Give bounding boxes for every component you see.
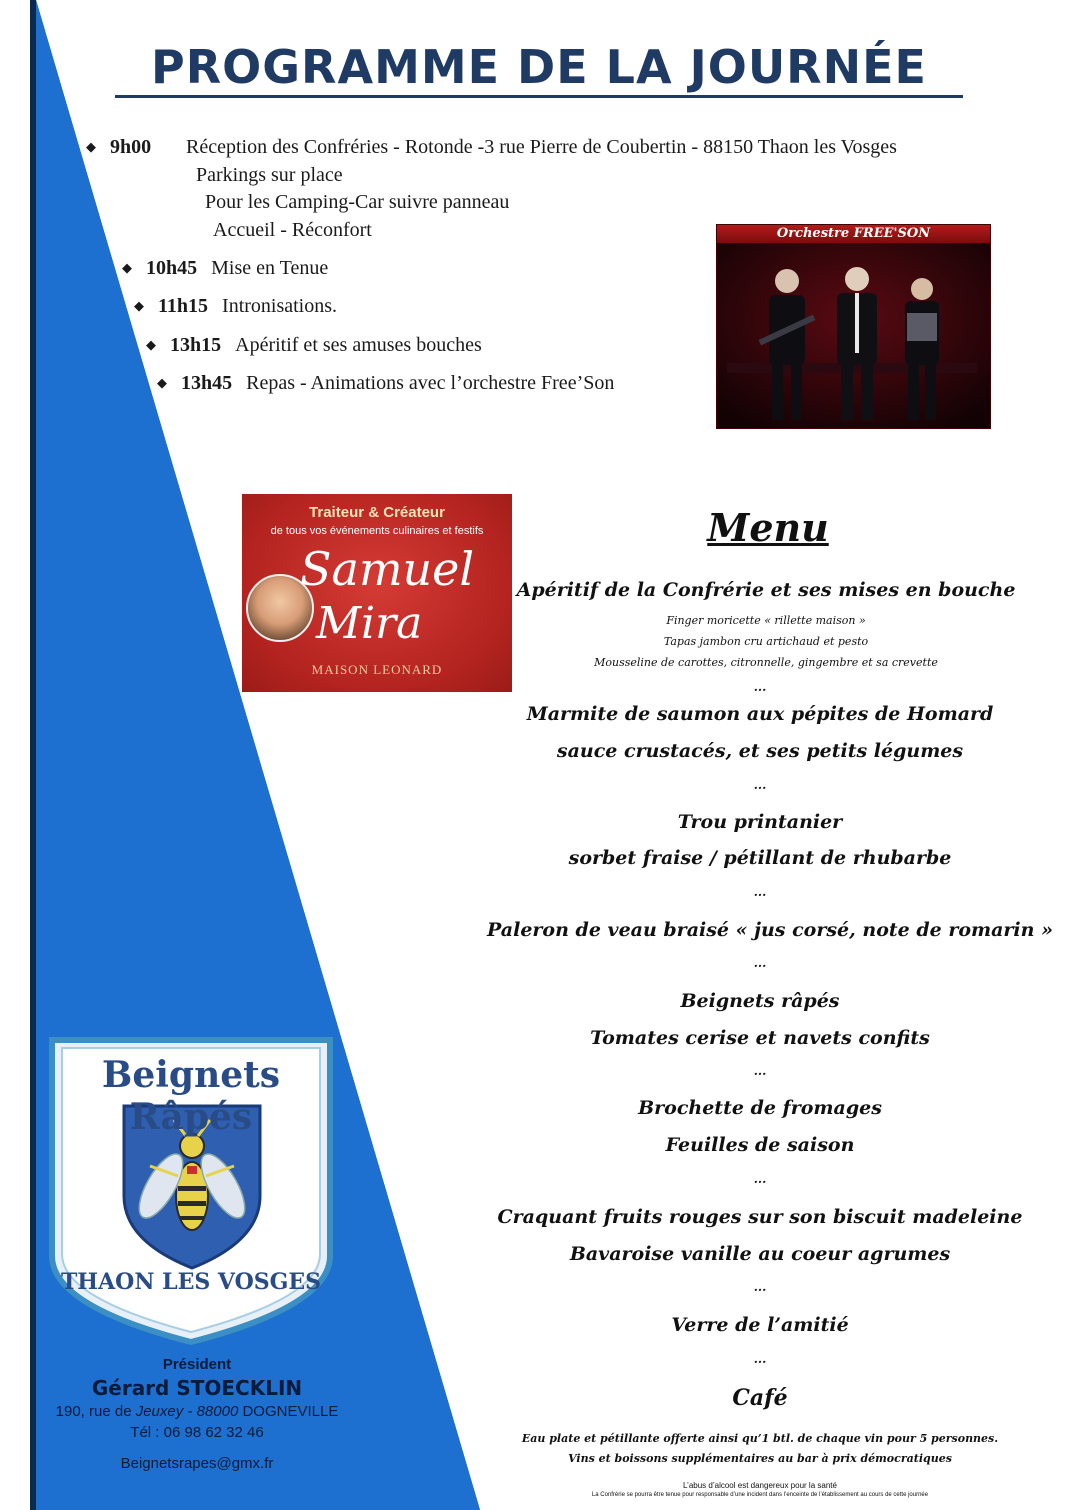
programme-time: 13h15	[170, 334, 222, 356]
programme-item	[157, 372, 614, 395]
programme-note: Parkings sur place	[196, 164, 343, 186]
programme-time: 10h45	[146, 257, 198, 279]
menu-separator: ...	[753, 778, 767, 792]
programme-time: 11h15	[158, 295, 209, 317]
band-silhouettes	[717, 243, 990, 428]
diamond-bullet-icon: ◆	[86, 139, 96, 154]
menu-course-detail: sorbet fraise / pétillant de rhubarbe	[568, 847, 952, 869]
menu-course-detail: Bavaroise vanille au coeur agrumes	[569, 1243, 951, 1265]
confrerie-crest	[46, 1036, 336, 1346]
president-phone: Tél : 06 98 62 32 46	[130, 1424, 264, 1441]
traiteur-first-name: Samuel	[300, 542, 475, 596]
menu-aperitif: Apéritif de la Confrérie et ses mises en bouche	[516, 579, 1016, 601]
president-label: Président	[162, 1356, 232, 1373]
programme-text: Repas - Animations avec l’orchestre Free’Son	[246, 372, 615, 394]
traiteur-heading: Traiteur & Créateur	[309, 504, 445, 521]
menu-course-detail: Tomates cerise et navets confits	[590, 1027, 930, 1049]
address-street: 190, rue de	[55, 1403, 136, 1420]
president-name: Gérard STOECKLIN	[91, 1376, 303, 1400]
orchestra-photo	[716, 224, 991, 429]
orchestra-photo-title: Orchestre FREE'SON	[717, 225, 990, 243]
menu-course-detail: sauce crustacés, et ses petits légumes	[556, 740, 964, 762]
menu-course: Craquant fruits rouges sur son biscuit madeleine	[497, 1206, 1023, 1228]
traiteur-ad	[242, 494, 512, 692]
traiteur-tagline: de tous vos événements culinaires et festifs	[270, 525, 484, 537]
menu-course: Café	[732, 1385, 788, 1411]
programme-note: Accueil - Réconfort	[213, 219, 372, 241]
diamond-bullet-icon: ◆	[157, 375, 167, 390]
fine-print: La Confrérie se pourra être tenue pour responsable d’une incident dans l’enceinte de l’établissement au cours de cette journée	[591, 1492, 929, 1498]
menu-course: Trou printanier	[677, 811, 843, 833]
programme-item	[146, 334, 482, 357]
menu-separator: ...	[753, 1280, 767, 1294]
programme-text: Mise en Tenue	[211, 257, 329, 279]
menu-separator: ...	[753, 1172, 767, 1186]
address-street-name: Jeuxey - 88000	[135, 1403, 239, 1420]
menu-separator: ...	[753, 1064, 767, 1078]
page-title: PROGRAMME DE LA JOURNÉE	[151, 40, 927, 94]
programme-note: Pour les Camping-Car suivre panneau	[205, 191, 510, 213]
traiteur-last-name: Mira	[316, 598, 423, 649]
menu-note: Vins et boissons supplémentaires au bar à prix démocratiques	[568, 1452, 952, 1465]
programme-time: 9h00	[110, 136, 152, 158]
menu-course: Brochette de fromages	[638, 1097, 882, 1119]
programme-item	[122, 257, 328, 280]
menu-separator: ...	[753, 680, 767, 694]
diamond-bullet-icon: ◆	[134, 298, 144, 313]
menu-separator: ...	[753, 956, 767, 970]
programme-item	[86, 136, 897, 159]
menu-title: Menu	[707, 505, 829, 550]
programme-item	[134, 295, 337, 318]
menu-aperitif-item: Mousseline de carottes, citronnelle, gingembre et sa crevette	[594, 656, 938, 669]
menu-course: Marmite de saumon aux pépites de Homard	[526, 703, 994, 725]
menu-aperitif-item: Finger moricette « rillette maison »	[666, 614, 866, 627]
traiteur-maison: MAISON LEONARD	[311, 662, 443, 677]
menu-course: Beignets râpés	[680, 990, 840, 1012]
menu-aperitif-item: Tapas jambon cru artichaud et pesto	[663, 635, 869, 648]
diamond-bullet-icon: ◆	[122, 260, 132, 275]
alcohol-warning: L’abus d’alcool est dangereux pour la santé	[683, 1481, 837, 1490]
programme-text: Apéritif et ses amuses bouches	[235, 334, 482, 356]
address-city: DOGNEVILLE	[238, 1403, 339, 1420]
menu-separator: ...	[753, 885, 767, 899]
president-email: Beignetsrapes@gmx.fr	[120, 1455, 274, 1472]
programme-text: Réception des Confréries - Rotonde -3 rue Pierre de Coubertin - 88150 Thaon les Vosges	[186, 136, 897, 158]
menu-separator: ...	[753, 1352, 767, 1366]
title-underline	[115, 95, 963, 98]
programme-time: 13h45	[181, 372, 233, 394]
programme-text: Intronisations.	[222, 295, 338, 317]
menu-course-detail: Feuilles de saison	[665, 1134, 855, 1156]
crest-title: Beignets Râpés	[101, 1054, 281, 1138]
crest-town: THAON LES VOSGES	[60, 1269, 322, 1295]
menu-course: Paleron de veau braisé « jus corsé, note de romarin »	[487, 919, 1053, 941]
president-address	[40, 1403, 354, 1420]
menu-note: Eau plate et pétillante offerte ainsi qu’1 btl. de chaque vin pour 5 personnes.	[521, 1432, 999, 1445]
menu-course: Verre de l’amitié	[671, 1314, 849, 1336]
diamond-bullet-icon: ◆	[146, 337, 156, 352]
